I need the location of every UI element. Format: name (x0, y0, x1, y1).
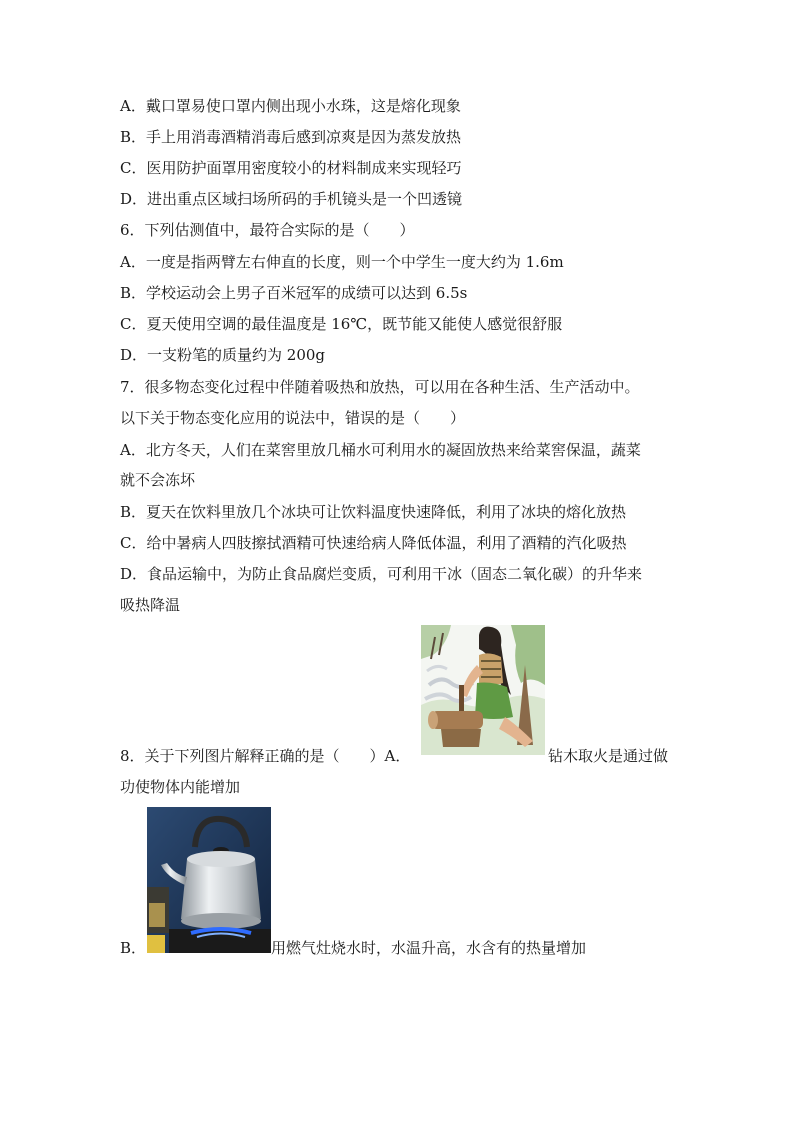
q6-option-c: C．夏天使用空调的最佳温度是 16℃，既节能又能使人感觉很舒服 (120, 315, 563, 333)
q8-option-b-text: 用燃气灶烧水时，水温升高，水含有的热量增加 (271, 939, 587, 957)
q6-option-a: A．一度是指两臂左右伸直的长度，则一个中学生一度大约为 1.6m (120, 253, 564, 271)
q7-option-a-line2: 就不会冻坏 (120, 471, 196, 489)
q5-option-b: B．手上用消毒酒精消毒后感到凉爽是因为蒸发放热 (120, 128, 462, 146)
q8-option-b-label: B． (120, 939, 147, 957)
q8-option-a-continued: 功使物体内能增加 (120, 778, 241, 796)
q7-option-d-line1: D．食品运输中，为防止食品腐烂变质，可利用干冰（固态二氧化碳）的升华来 (120, 565, 643, 583)
q6-stem: 6．下列估测值中，最符合实际的是（ ） (120, 221, 415, 239)
q5-option-d: D．进出重点区域扫场所码的手机镜头是一个凹透镜 (120, 190, 463, 208)
q7-option-b: B．夏天在饮料里放几个冰块可让饮料温度快速降低，利用了冰块的熔化放热 (120, 503, 627, 521)
q7-stem-line2: 以下关于物态变化应用的说法中，错误的是（ ） (120, 409, 466, 427)
q8-stem: 8．关于下列图片解释正确的是（ ）A． (120, 747, 411, 765)
q5-option-c: C．医用防护面罩用密度较小的材料制成来实现轻巧 (120, 159, 462, 177)
q7-option-c: C．给中暑病人四肢擦拭酒精可快速给病人降低体温，利用了酒精的汽化吸热 (120, 534, 627, 552)
q6-option-d: D．一支粉笔的质量约为 200g (120, 346, 326, 364)
kettle-on-gas-stove-photo (147, 807, 271, 953)
q6-option-b: B．学校运动会上男子百米冠军的成绩可以达到 6.5s (120, 284, 468, 302)
q8-option-a-text: 钻木取火是通过做 (548, 747, 669, 765)
q5-option-a: A．戴口罩易使口罩内侧出现小水珠，这是熔化现象 (120, 97, 461, 115)
q7-stem-line1: 7．很多物态变化过程中伴随着吸热和放热，可以用在各种生活、生产活动中。 (120, 378, 640, 396)
drilling-wood-fire-illustration (421, 625, 545, 755)
q7-option-d-line2: 吸热降温 (120, 596, 181, 614)
q7-option-a-line1: A．北方冬天，人们在菜窖里放几桶水可利用水的凝固放热来给菜窖保温，蔬菜 (120, 441, 641, 459)
